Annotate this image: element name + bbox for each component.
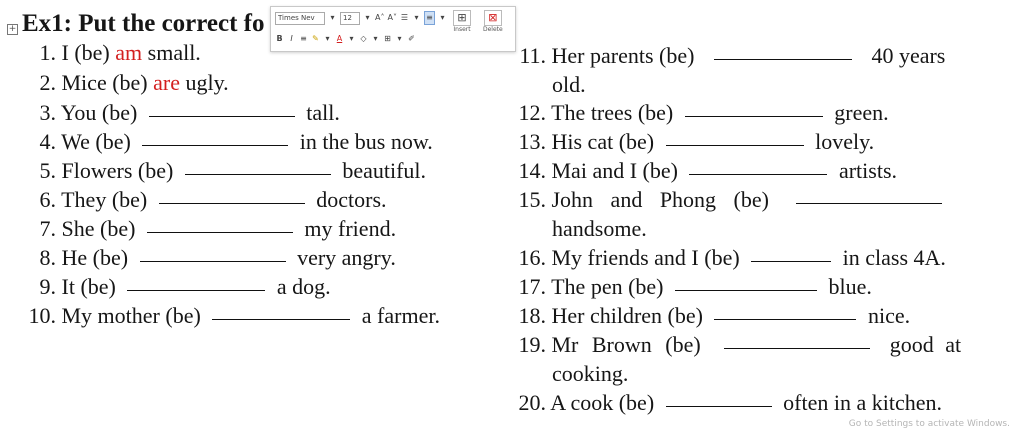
font-size-select[interactable]: 12 <box>340 12 360 25</box>
answer-blank[interactable] <box>666 406 772 407</box>
list-item: 16. My friends and I (be) in class 4A. <box>518 245 946 270</box>
list-item: 1. I (be) am small. <box>39 40 201 65</box>
borders-dropdown-icon[interactable]: ▾ <box>397 34 402 43</box>
insert-label: Insert <box>453 26 471 33</box>
answer-blank[interactable] <box>675 290 817 291</box>
shading-icon[interactable]: ◇ <box>360 34 367 43</box>
font-color-dropdown-icon[interactable]: ▾ <box>349 34 354 43</box>
answer-blank[interactable] <box>142 145 288 146</box>
answer-text: am <box>115 40 143 65</box>
list-item: 19. Mr Brown (be) good at <box>518 332 962 357</box>
exercise-title: Ex1: Put the correct fo <box>22 10 265 37</box>
list-item: 14. Mai and I (be) artists. <box>518 158 898 183</box>
list-item: 20. A cook (be) often in a kitchen. <box>518 390 942 415</box>
answer-blank[interactable] <box>147 232 293 233</box>
list-item-continuation: cooking. <box>552 361 629 386</box>
list-item: 4. We (be) in the bus now. <box>39 129 433 154</box>
delete-table-icon[interactable]: ⊠ <box>484 10 502 26</box>
list-item: 13. His cat (be) lovely. <box>518 129 875 154</box>
list-item-continuation: handsome. <box>552 216 647 241</box>
answer-blank[interactable] <box>714 319 856 320</box>
answer-blank[interactable] <box>685 116 823 117</box>
delete-label: Delete <box>483 26 503 33</box>
highlight-icon[interactable]: ✎ <box>312 34 319 43</box>
list-item: 6. They (be) doctors. <box>39 187 387 212</box>
list-item: 18. Her children (be) nice. <box>518 303 911 328</box>
answer-blank[interactable] <box>714 59 852 60</box>
answer-blank[interactable] <box>796 203 942 204</box>
list-item: 11. Her parents (be) 40 years <box>519 43 946 68</box>
font-name-dropdown-icon[interactable]: ▾ <box>330 13 335 22</box>
insert-table-icon[interactable]: ⊞ <box>453 10 471 26</box>
activation-watermark: Go to Settings to activate Windows. <box>848 419 1010 429</box>
list-item: 2. Mice (be) are ugly. <box>39 70 229 95</box>
align-center-icon[interactable]: ≡ <box>300 34 307 43</box>
answer-blank[interactable] <box>751 261 831 262</box>
mini-formatting-toolbar <box>270 6 516 52</box>
font-name-select[interactable]: Times Nev <box>275 12 325 25</box>
shrink-font-button[interactable]: A˅ <box>387 13 397 22</box>
format-painter-icon[interactable]: ✐ <box>408 34 415 43</box>
numbering-dropdown-icon[interactable]: ▾ <box>440 13 445 22</box>
answer-blank[interactable] <box>149 116 295 117</box>
answer-blank[interactable] <box>127 290 265 291</box>
list-item: 9. It (be) a dog. <box>39 274 331 299</box>
shading-dropdown-icon[interactable]: ▾ <box>373 34 378 43</box>
list-item-continuation: old. <box>552 72 586 97</box>
borders-icon[interactable]: ⊞ <box>384 34 391 43</box>
list-item: 10. My mother (be) a farmer. <box>28 303 440 328</box>
answer-blank[interactable] <box>185 174 331 175</box>
list-item: 17. The pen (be) blue. <box>518 274 872 299</box>
answer-blank[interactable] <box>724 348 870 349</box>
answer-blank[interactable] <box>140 261 286 262</box>
italic-button[interactable]: I <box>290 34 293 43</box>
font-size-dropdown-icon[interactable]: ▾ <box>365 13 370 22</box>
list-item: 5. Flowers (be) beautiful. <box>39 158 427 183</box>
insert-group[interactable] <box>453 10 471 33</box>
list-item: 12. The trees (be) green. <box>518 100 889 125</box>
answer-blank[interactable] <box>689 174 827 175</box>
grow-font-button[interactable]: A˄ <box>375 13 385 22</box>
list-item: 3. You (be) tall. <box>39 100 340 125</box>
answer-blank[interactable] <box>666 145 804 146</box>
answer-blank[interactable] <box>159 203 305 204</box>
answer-text: are <box>153 70 180 95</box>
toolbar-row-font <box>275 10 447 26</box>
list-item: 15. John and Phong (be) <box>516 187 948 213</box>
font-color-icon[interactable]: A <box>336 34 343 43</box>
answer-blank[interactable] <box>212 319 350 320</box>
delete-group[interactable] <box>483 10 503 33</box>
bullets-dropdown-icon[interactable]: ▾ <box>414 13 419 22</box>
bold-button[interactable]: B <box>276 34 283 43</box>
table-move-handle-icon[interactable]: + <box>8 24 17 34</box>
numbering-icon[interactable]: ≡ <box>424 11 435 25</box>
bullets-icon[interactable]: ☰ <box>400 13 409 22</box>
highlight-dropdown-icon[interactable]: ▾ <box>325 34 330 43</box>
list-item: 8. He (be) very angry. <box>39 245 396 270</box>
list-item: 7. She (be) my friend. <box>39 216 397 241</box>
toolbar-row-format <box>275 31 416 47</box>
